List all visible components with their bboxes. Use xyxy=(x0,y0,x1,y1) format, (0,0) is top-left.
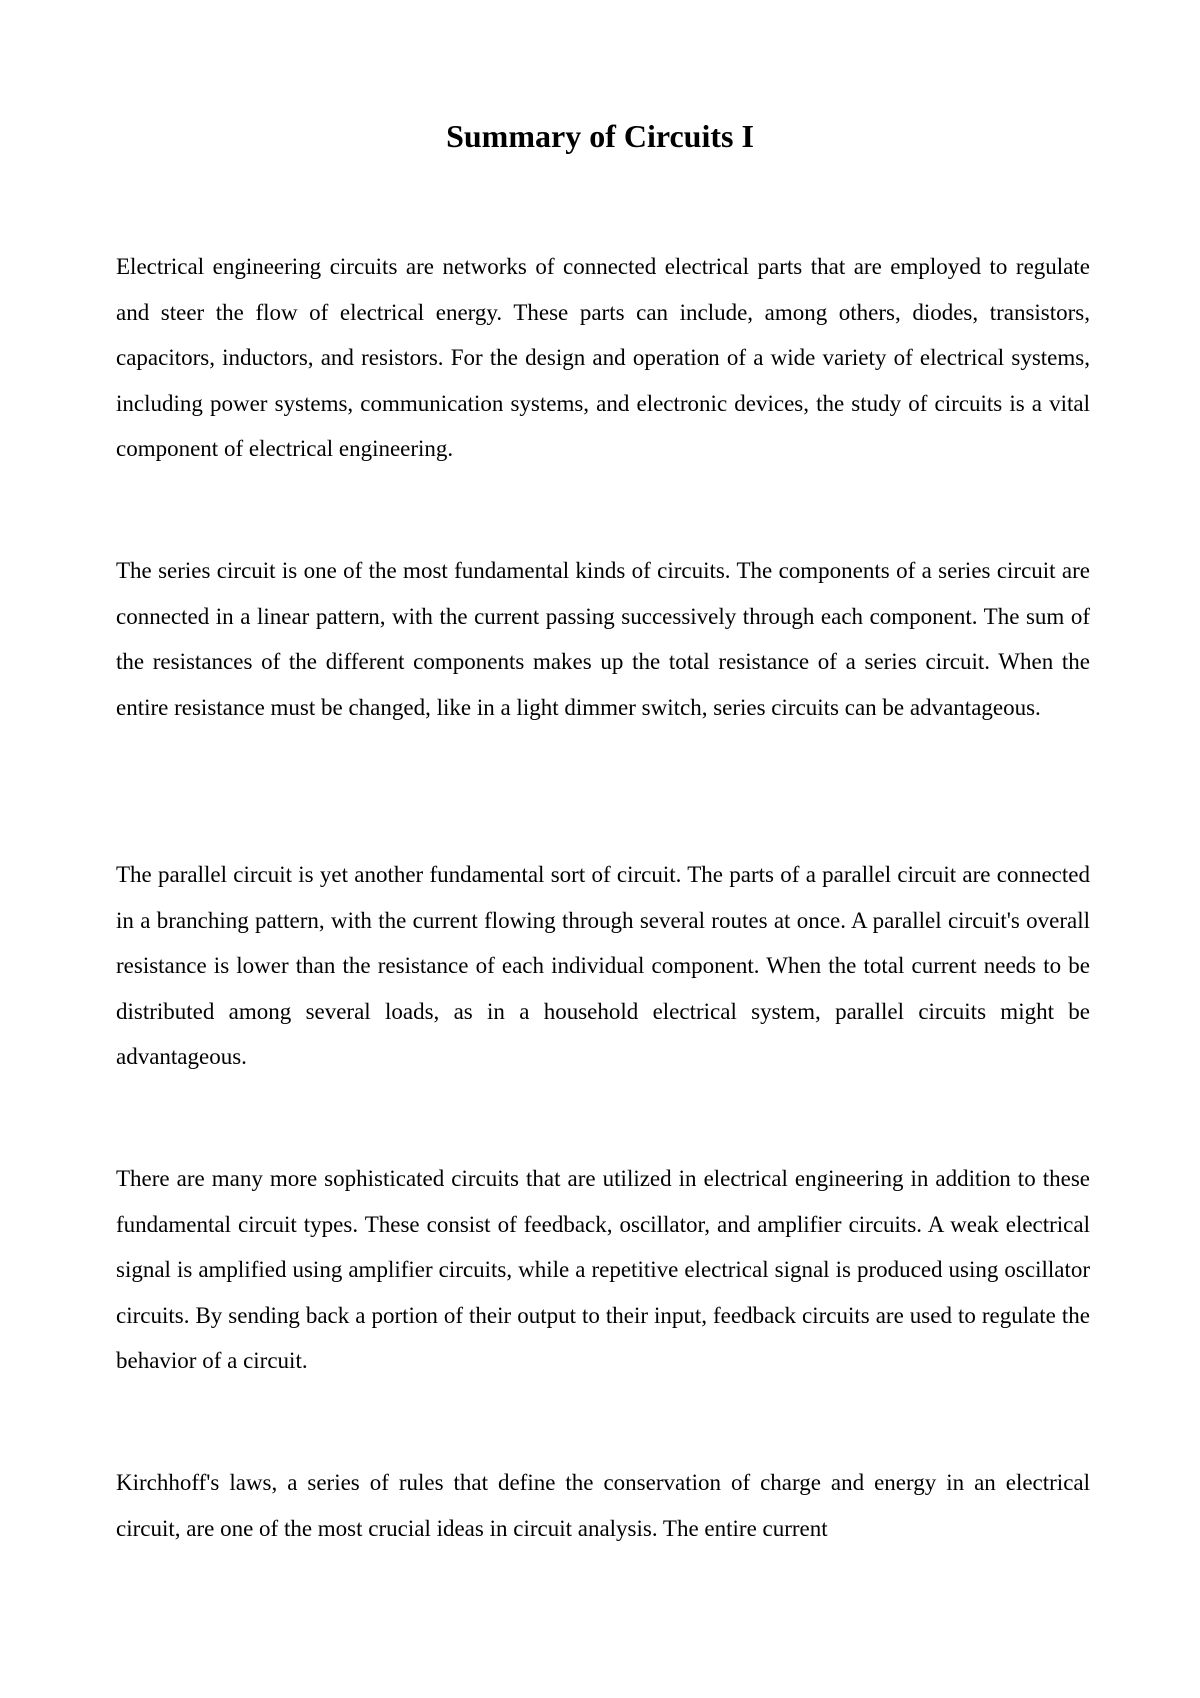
document-title: Summary of Circuits I xyxy=(446,118,754,154)
paragraph-series-circuit: The series circuit is one of the most fundamental kinds of circuits. The components of a series circuit are connected in a linear pattern, with the current passing successively through each component. The sum of the resistances of the different components makes up the total resistance of a series circuit. When the entire resistance must be changed, like in a light dimmer switch, series circuits can be advantageous. xyxy=(116,558,1090,720)
paragraph-parallel-circuit: The parallel circuit is yet another fundamental sort of circuit. The parts of a parallel circuit are connected in a branching pattern, with the current flowing through several routes at once. A parallel circuit's overall resistance is lower than the resistance of each individual component. When the total current needs to be distributed among several loads, as in a household electrical system, parallel circuits might be advantageous. xyxy=(116,862,1090,1069)
paragraph-kirchhoff-laws: Kirchhoff's laws, a series of rules that define the conservation of charge and energy in an electrical circuit, are one of the most crucial ideas in circuit analysis. The entire current xyxy=(116,1470,1090,1541)
paragraph-circuits-intro: Electrical engineering circuits are networks of connected electrical parts that are employed to regulate and steer the flow of electrical energy. These parts can include, among others, diodes, transistors, capacitors, inductors, and resistors. For the design and operation of a wide variety of electrical systems, including power systems, communication systems, and electronic devices, the study of circuits is a vital component of electrical engineering. xyxy=(116,254,1090,461)
paragraph-advanced-circuits: There are many more sophisticated circuits that are utilized in electrical engineering in addition to these fundamental circuit types. These consist of feedback, oscillator, and amplifier circuits. A weak electrical signal is amplified using amplifier circuits, while a repetitive electrical signal is produced using oscillator circuits. By sending back a portion of their output to their input, feedback circuits are used to regulate the behavior of a circuit. xyxy=(116,1166,1090,1373)
